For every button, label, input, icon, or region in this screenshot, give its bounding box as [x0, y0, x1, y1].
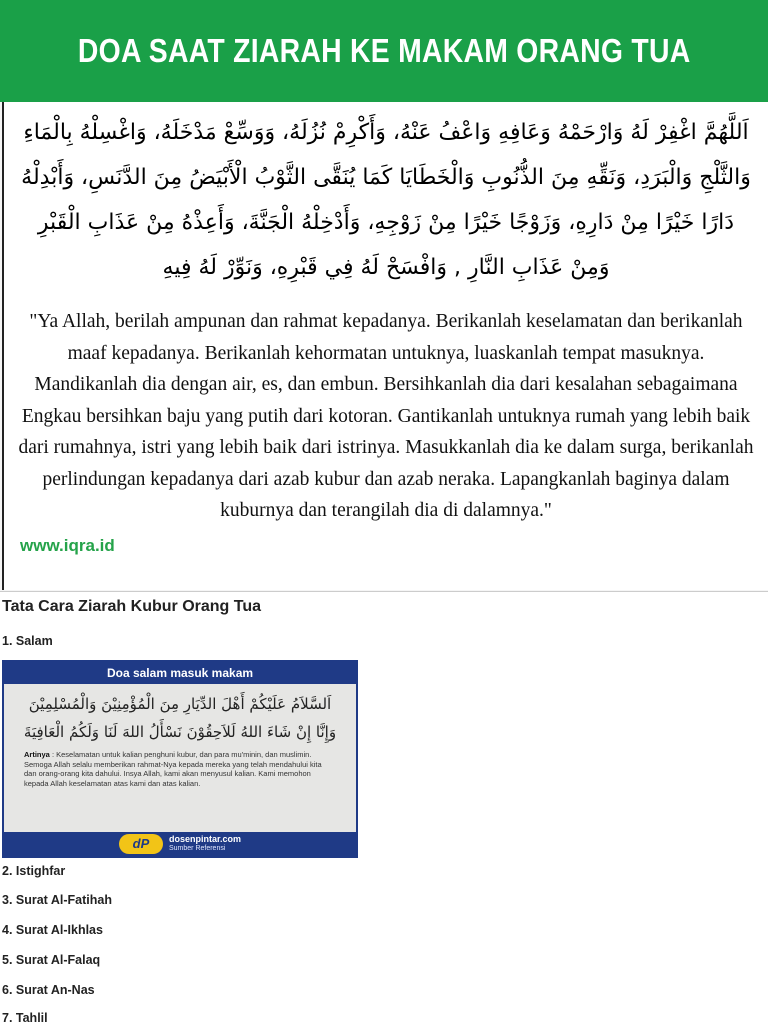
title-banner — [0, 0, 768, 102]
step-item: 4. Surat Al-Ikhlas — [2, 923, 103, 937]
meaning-label: Artinya — [24, 750, 50, 759]
step-item: 7. Tahlil — [2, 1011, 48, 1025]
arabic-prayer: اَللَّهُمَّ اغْفِرْ لَهُ وَارْحَمْهُ وَعَافِهِ وَاعْفُ عَنْهُ، وَأَكْرِمْ نُزُلَهُ، وَوَسِّعْ مَدْخَلَهُ، وَاغْسِلْهُ بِالْمَاءِ وَالثَّلْجِ وَالْبَرَدِ، وَنَقِّهِ مِنَ الذُّنُوبِ وَالْخَطَايَا كَمَا يُنَقَّى الثَّوْبُ الْأَبْيَضُ مِنَ الدَّنَسِ، وَأَبْدِلْهُ دَارًا خَيْرًا مِنْ دَارِهِ، وَزَوْجًا خَيْرًا مِنْ زَوْجِهِ، وَأَدْخِلْهُ الْجَنَّةَ، وَأَعِذْهُ مِنْ عَذَابِ الْقَبْرِ وَمِنْ عَذَابِ النَّارِ , وَافْسَحْ لَهُ فِي قَبْرِهِ، وَنَوِّرْ لَهُ فِيهِ — [21, 120, 751, 280]
card-title: Doa salam masuk makam — [4, 662, 356, 684]
dosenpintar-logo-icon: dP — [119, 834, 163, 854]
step-item: 3. Surat Al-Fatihah — [2, 893, 112, 907]
salam-meaning — [24, 750, 336, 788]
step-item: 6. Surat An-Nas — [2, 983, 95, 997]
footer-site: dosenpintar.com — [168, 834, 241, 844]
source-link[interactable]: www.iqra.id — [20, 536, 115, 555]
card-footer — [4, 832, 356, 856]
salam-prayer-card — [2, 660, 358, 858]
section-heading: Tata Cara Ziarah Kubur Orang Tua — [2, 598, 262, 615]
prayer-translation: "Ya Allah, berilah ampunan dan rahmat kepadanya. Berikanlah keselamatan dan berikanlah maaf kepadanya. Berikanlah kehormatan untuknya, luaskanlah tempat masuknya. Mandikanlah dia dengan air, es, dan embun. Bersihkanlah dia dari kesalahan sebagaimana Engkau bersihkan baju yang putih dari kotoran. Gantikanlah untuknya rumah yang lebih baik dari rumahnya, istri yang lebih baik dari istrinya. Masukkanlah dia ke dalam surga, berikanlah perlindungan kepadanya dari azab kubur dan azab neraka. Lapangkanlah baginya dalam kuburnya dan terangilah dia di dalamnya." — [18, 311, 754, 521]
infographic-title: DOA SAAT ZIARAH KE MAKAM ORANG TUA — [77, 32, 691, 69]
salam-arabic: اَلسَّلاَمُ عَلَيْكُمْ أَهْلَ الدِّيَارِ مِنَ الْمُؤْمِنِيْنَ وَالْمُسْلِمِيْنَ وَإِنَّا إِنْ شَاءَ اللهُ لَلاَحِقُوْنَ نَسْأَلُ اللهَ لَنَا وَلَكُمُ الْعَافِيَةَ — [23, 695, 337, 741]
step-item: 5. Surat Al-Falaq — [2, 953, 101, 967]
footer-text — [169, 835, 241, 853]
step-item: 1. Salam — [2, 634, 53, 648]
footer-subtitle: Sumber Referensi — [168, 845, 226, 852]
meaning-text: : Keselamatan untuk kalian penghuni kubur, dan para mu'minin, dan muslimin. Semoga Allah selalu memberikan rahmat-Nya kepada mereka yang telah mendahului kita dan orang-orang kita dahului. Insya Allah, kami akan menyusul kalian. Kami memohon kepada Allah keselamatan atas kami dan atas kalian. — [24, 750, 322, 788]
doa-content — [2, 102, 768, 590]
step-item: 2. Istighfar — [2, 864, 66, 878]
